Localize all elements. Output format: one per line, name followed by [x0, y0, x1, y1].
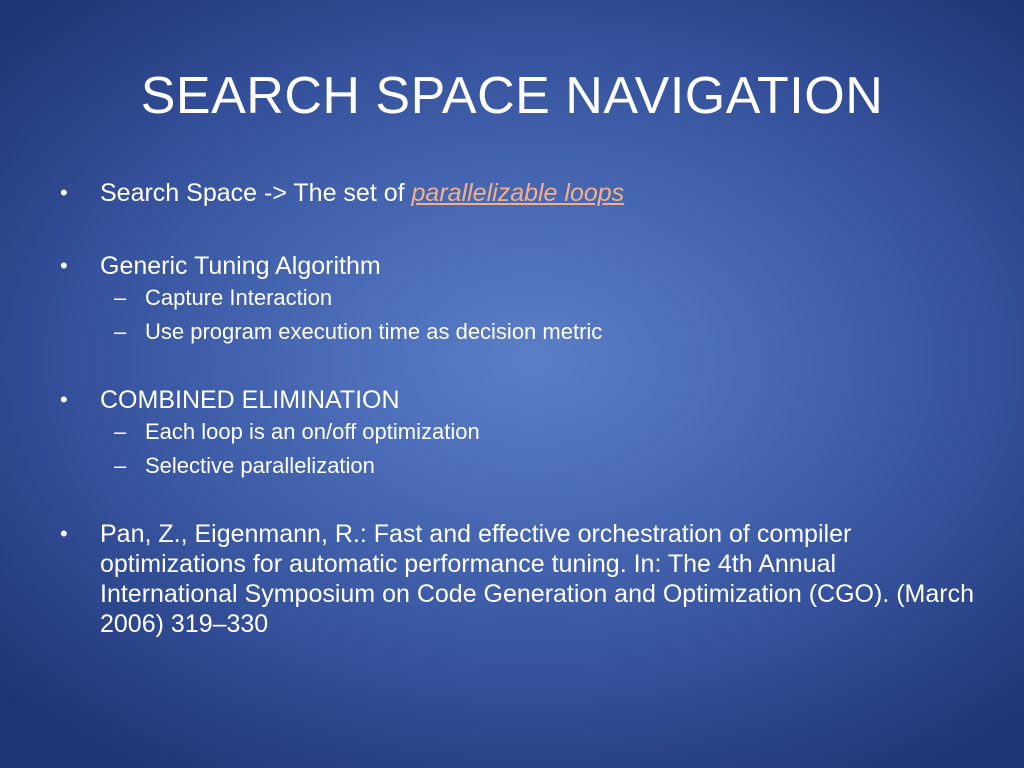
bullet-reference	[58, 519, 978, 639]
sub-bullet-on-off	[58, 415, 978, 449]
dash-icon: –	[114, 319, 127, 344]
reference-text: Pan, Z., Eigenmann, R.: Fast and effective orchestration of compiler optimizations for automatic performance tuning. In: The 4th Annual International Symposium on Code Generation and Optimization (CGO). (March 2006) 319–330	[100, 520, 974, 638]
slide-title: SEARCH SPACE NAVIGATION	[140, 67, 884, 125]
bullet-combined-elimination	[58, 385, 978, 415]
dash-icon: –	[114, 419, 127, 444]
sub-bullet-text: Selective parallelization	[145, 453, 375, 478]
dash-icon: –	[114, 285, 127, 310]
bullet-text: COMBINED ELIMINATION	[100, 386, 400, 414]
bullet-icon: •	[60, 180, 68, 205]
sub-bullet-capture-interaction	[58, 281, 978, 315]
sub-bullet-selective	[58, 449, 978, 483]
bullet-generic-tuning	[58, 251, 978, 281]
bullet-text: Search Space -> The set of	[100, 179, 412, 207]
parallelizable-loops-link[interactable]: parallelizable loops	[411, 179, 625, 207]
dash-icon: –	[114, 453, 127, 478]
sub-bullet-text: Each loop is an on/off optimization	[145, 419, 480, 444]
sub-bullet-text: Use program execution time as decision metric	[145, 319, 603, 344]
bullet-search-space	[58, 178, 978, 208]
bullet-text: Generic Tuning Algorithm	[100, 252, 381, 280]
bullet-icon: •	[60, 253, 68, 278]
sub-bullet-text: Capture Interaction	[145, 285, 333, 310]
bullet-icon: •	[60, 387, 68, 412]
slide-content	[58, 178, 978, 639]
sub-bullet-execution-time	[58, 315, 978, 349]
bullet-icon: •	[60, 521, 68, 546]
